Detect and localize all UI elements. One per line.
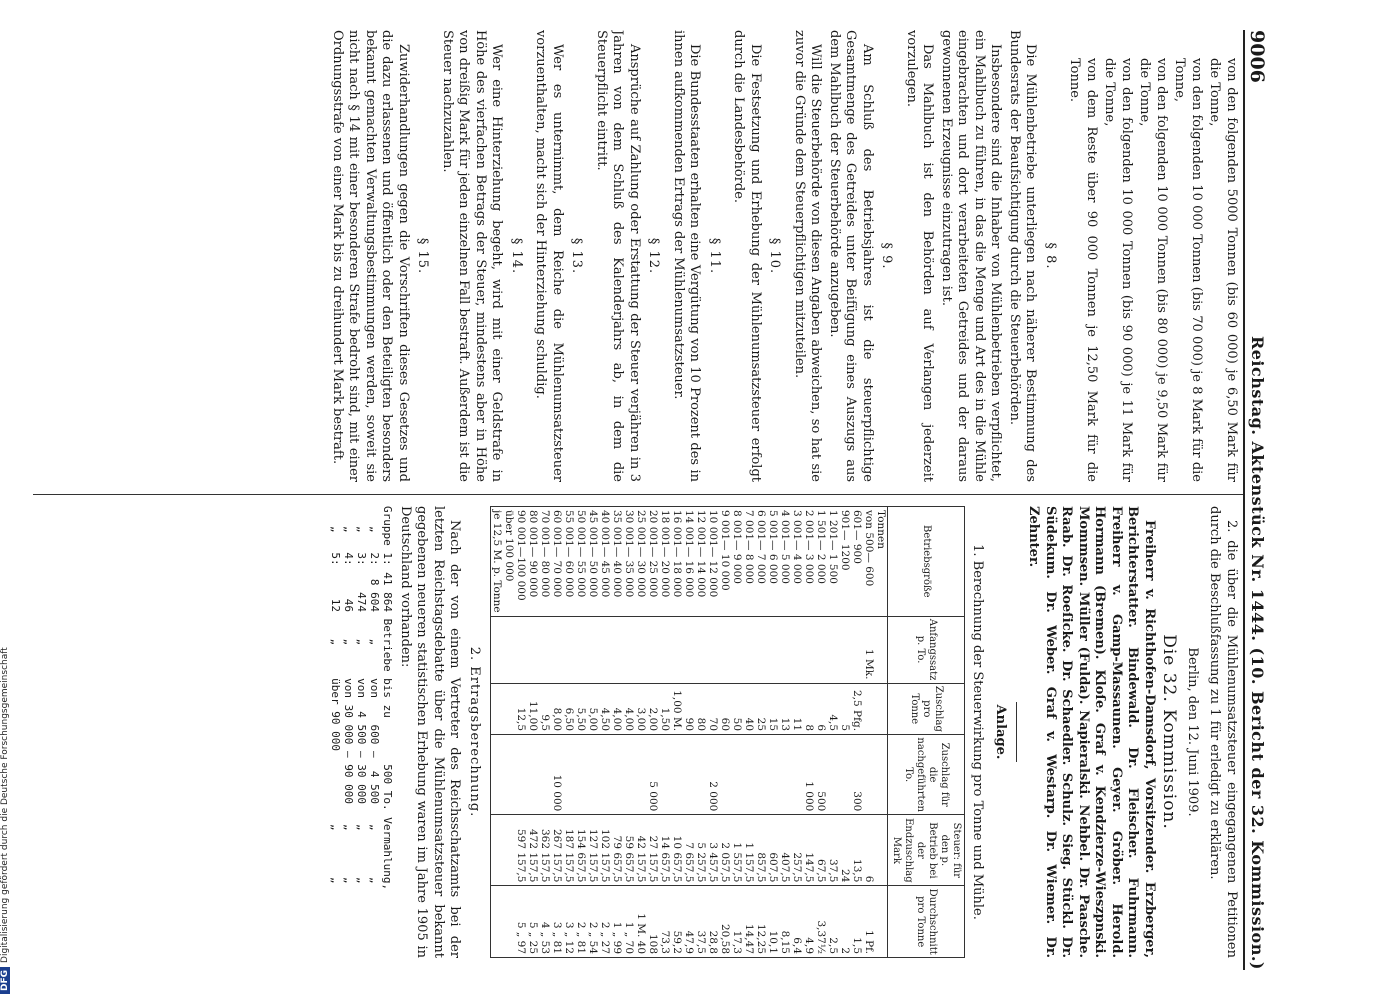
table-row [635, 507, 647, 958]
dfg-logo: DFG [0, 967, 10, 994]
table-cell: 11 [791, 683, 803, 735]
table-cell: 3 „ 12 [563, 886, 575, 958]
rate-line: von dem Reste über 90 000 Tonnen je 12,50 Mark für die Tonne. [1067, 58, 1099, 482]
table-cell: 10,1 [767, 886, 779, 958]
table-cell: 1 201— 1 500 [827, 507, 839, 617]
section2-text: Nach der von einem Vertreter des Reichsschatzamts bei der letzten Reichstagsdebatte über die Mühlenumsatzsteuer bekannt gegebenen neueren statistischen Erhebung waren im Jahre 1905 in Deutschland vorhanden: [398, 506, 463, 958]
table-cell [767, 735, 779, 815]
table-cell [563, 735, 575, 815]
table-cell: 5 „ 25 [527, 886, 539, 958]
table-cell: 8 [803, 683, 815, 735]
table-cell: 10 001— 12 000 [707, 507, 719, 617]
digitization-note [0, 0, 16, 1000]
table-cell [635, 735, 647, 815]
item-2: 2. die über die Mühlenumsatzsteuer eingegangenen Petitionen durch die Beschlußfassung zu 1 für erledigt zu erklären. [1207, 506, 1239, 958]
rotated-sheet [23, 20, 1283, 980]
table-cell: 500 [815, 735, 827, 815]
table-cell: 40 001— 45 000 [599, 507, 611, 617]
table-row [815, 507, 827, 958]
rate-line: von den folgenden 5000 Tonnen (bis 60 000) je 6,50 Mark für die Tonne, [1207, 58, 1239, 482]
column-header: Betriebsgröße [888, 507, 965, 617]
table-cell [719, 735, 731, 815]
table-cell: 24 [839, 815, 851, 886]
table-cell: 80 [695, 683, 707, 735]
table-cell: 14,47 [743, 886, 755, 958]
table-cell: 607,5 [767, 815, 779, 886]
table-cell: 601— 900 [851, 507, 863, 617]
page-number: 9006 [1246, 30, 1269, 83]
table-cell: 20 001— 25 000 [647, 507, 659, 617]
table-cell: 35 001— 40 000 [611, 507, 623, 617]
table-cell: 1 Mk. [863, 616, 875, 683]
table-cell: 257,5 [791, 815, 803, 886]
table-row [527, 507, 539, 958]
section-paragraph: Wer es unternimmt, dem Reiche die Mühlenumsatzsteuer vorzuenthalten, macht sich der Hinterziehung schuldig. [533, 30, 565, 482]
table-cell: 147,5 [803, 815, 815, 886]
gruppe-line: „ 4: 46 „ von 30 000 — 90 000 „ „ [342, 506, 356, 884]
table-cell [755, 735, 767, 815]
section-paragraph: Das Mahlbuch ist den Behörden auf Verlangen jederzeit vorzulegen. [904, 30, 936, 482]
table-cell: 50 001— 55 000 [575, 507, 587, 617]
separator-rule [1016, 702, 1017, 762]
table-cell [779, 735, 791, 815]
section1-title: 1. Berechnung der Steuerwirkung pro Tonne und Mühle. [970, 544, 986, 920]
table-cell: 1 557,5 [731, 815, 743, 886]
gruppe-line: „ 2: 8 604 „ von 600 — 4 500 „ „ [368, 506, 382, 884]
table-cell: 67,5 [815, 815, 827, 886]
table-cell: 50 [731, 683, 743, 735]
table-cell [575, 735, 587, 815]
table-row [563, 507, 575, 958]
running-title: Reichstag. Aktenstück Nr. 1444. (10. Bericht der 32. Kommission.) [1248, 335, 1268, 970]
table-row [599, 507, 611, 958]
commission-members: Freiherr v. Richthofen-Damsdorf, Vorsitzender. Erzberger, Berichterstatter. Bindewald. Dr. Fleischer. Fuhrmann. Freiherr v. Gamp-Massaunen. Geyer. Gröber. Herold. Hormann (Bremen). Kloſe. Graf v. Kendzierze-Wieszpnski. Mommsen. Müller (Fulda). Napieralski. Nehbel. Dr. Paasche. Raab. Dr. Roeſicke. Dr. Schaedler. Schulz. Sieg. Stückl. Dr. Südekum. Dr. Weber. Graf v. Westarp. Dr. Wiemer. Dr. Zehnter. [1026, 506, 1157, 958]
table-row [551, 507, 563, 958]
table-cell: 14 657,5 [659, 815, 671, 886]
table-cell: 3,37⅟₂ [815, 886, 827, 958]
table-cell: 154 657,5 [575, 815, 587, 886]
table-cell: 5 257,5 [695, 815, 707, 886]
table-cell [791, 616, 803, 683]
table-cell [551, 616, 563, 683]
table-cell: 1 M. 40 [635, 886, 647, 958]
table-cell: 20,58 [719, 886, 731, 958]
section-paragraph: Die Mühlenbetriebe unterliegen nach näherer Bestimmung des Bundesrats der Beaufsichtigung durch die Steuerbehörden. [1007, 30, 1039, 482]
table-row [671, 507, 683, 958]
table-cell: 42 157,5 [635, 815, 647, 886]
table-cell [743, 616, 755, 683]
annex-label: Anlage. [993, 704, 1008, 760]
table-row [659, 507, 671, 958]
table-cell: 2,5 [827, 886, 839, 958]
table-cell [503, 683, 515, 735]
table-cell: 79 657,5 [611, 815, 623, 886]
table-cell: 2,00 [647, 683, 659, 735]
table-cell [575, 616, 587, 683]
section-paragraph: Will die Steuerbehörde von diesen Angaben abweichen, so hat sie zuvor die Gründe dem Steuerpflichtigen mitzuteilen. [792, 30, 824, 482]
section2-title: 2. Ertragsberechnung. [467, 646, 482, 818]
section-heading: § 10. [767, 237, 783, 275]
table-row [767, 507, 779, 958]
unit-cell [875, 735, 888, 815]
place-date: Berlin, den 12. Juni 1909. [1185, 647, 1200, 817]
unit-cell [875, 616, 888, 683]
table-cell [683, 735, 695, 815]
table-row [503, 507, 515, 958]
table-cell: 45 001— 50 000 [587, 507, 599, 617]
table-row [515, 507, 527, 958]
table-cell: 4,9 [803, 886, 815, 958]
digitization-text: Digitalisierung gefördert durch die Deutsche Forschungsgemeinschaft [0, 647, 10, 963]
table-cell: 6,4 [791, 886, 803, 958]
gruppen-list [330, 506, 395, 958]
table-cell: 13 [779, 683, 791, 735]
table-cell: 362 157,5 [539, 815, 551, 886]
table-cell: 3,00 [635, 683, 647, 735]
table-cell: 127 157,5 [587, 815, 599, 886]
table-cell: 4,5 [827, 683, 839, 735]
table-cell: 4,00 [611, 683, 623, 735]
table-cell [623, 616, 635, 683]
table-cell [491, 683, 504, 735]
table-cell [491, 815, 504, 886]
table-cell: 15 [767, 683, 779, 735]
column-header: Zuschlag pro Tonne [888, 683, 965, 735]
table-cell [863, 735, 875, 815]
table-cell: 4,50 [599, 683, 611, 735]
table-cell: 1 „ 99 [611, 886, 623, 958]
column-header: Zuschlag für die nachgeführten To. [888, 735, 965, 815]
table-cell [539, 735, 551, 815]
table-cell: 37,5 [827, 815, 839, 886]
table-cell [611, 735, 623, 815]
table-cell: 901— 1200 [839, 507, 851, 617]
table-row [791, 507, 803, 958]
column-header: Anfangssatz p. To. [888, 616, 965, 683]
table-cell [671, 616, 683, 683]
table-cell: 12,25 [755, 886, 767, 958]
table-cell: 597 157,5 [515, 815, 527, 886]
table-row [707, 507, 719, 958]
table-cell [623, 735, 635, 815]
table-cell: 90 001—100 000 [515, 507, 527, 617]
table-cell: 40 [743, 683, 755, 735]
table-cell: 5 000 [647, 735, 659, 815]
table-cell: je 12,5 M. p. Tonne [491, 507, 504, 617]
table-cell: 5 001— 6 000 [767, 507, 779, 617]
table-row [851, 507, 863, 958]
table-row [623, 507, 635, 958]
column-header: Durchschnitt pro Tonne [888, 886, 965, 958]
table-cell: 28,8 [707, 886, 719, 958]
table-cell [659, 616, 671, 683]
table-cell [695, 735, 707, 815]
unit-cell [875, 886, 888, 958]
table-cell [503, 735, 515, 815]
table-row [575, 507, 587, 958]
table-cell: 5,00 [587, 683, 599, 735]
table-cell: 8,00 [551, 683, 563, 735]
table-cell: 55 001— 60 000 [563, 507, 575, 617]
table-cell [827, 735, 839, 815]
table-cell: 80 001— 90 000 [527, 507, 539, 617]
table-cell: 5 „ 97 [515, 886, 527, 958]
table-cell: 7 001— 8 000 [743, 507, 755, 617]
table-cell: 102 157,5 [599, 815, 611, 886]
table-cell [563, 616, 575, 683]
table-cell: 4 001— 5 000 [779, 507, 791, 617]
table-cell [815, 616, 827, 683]
table-cell: 2 [839, 886, 851, 958]
section-heading: § 14. [509, 237, 524, 275]
tax-table-header [888, 507, 965, 958]
unit-cell [875, 683, 888, 735]
table-cell: 1 501— 2 000 [815, 507, 827, 617]
table-cell [647, 616, 659, 683]
table-cell [743, 735, 755, 815]
table-row [539, 507, 551, 958]
table-cell: 73,3 [659, 886, 671, 958]
table-cell: 17,3 [731, 886, 743, 958]
table-cell: 108 [647, 886, 659, 958]
table-cell: 1 „ 70 [623, 886, 635, 958]
table-cell [539, 616, 551, 683]
table-cell: 10 000 [551, 735, 563, 815]
section-paragraph: Zuwiderhandlungen gegen die Vorschriften dieses Gesetzes und die dazu erlassenen und öffentlich oder den Beteiligten besonders bekannt gemachten Verwaltungsbestimmungen werden, soweit sie nicht nach § 14 mit einer besonderen Strafe bedroht sind, mit einer Ordnungsstrafe von einer Mark bis zu dreihundert Mark bestraft. [330, 30, 411, 482]
table-row [611, 507, 623, 958]
table-cell: 5,50 [575, 683, 587, 735]
table-cell [527, 616, 539, 683]
table-row [755, 507, 767, 958]
table-row [695, 507, 707, 958]
table-cell [527, 735, 539, 815]
table-cell [851, 616, 863, 683]
gruppe-line: Gruppe 1: 41 864 Betriebe bis zu 500 To. Vermahlung, [381, 506, 395, 891]
section-paragraph: Am Schluß des Betriebsjahres ist die steuerpflichtige Gesamtmenge des Getreides unter Beifügung eines Auszugs aus dem Mahlbuch der Steuerbehörde anzugeben. [827, 30, 875, 482]
table-cell: 3 „ 81 [551, 886, 563, 958]
table-row [719, 507, 731, 958]
table-cell [599, 616, 611, 683]
table-cell: 1 157,5 [743, 815, 755, 886]
table-cell: 7 657,5 [683, 815, 695, 886]
section-heading: § 11. [707, 237, 722, 275]
table-cell [683, 616, 695, 683]
section-paragraph: Wer eine Hinterziehung begeht, wird mit einer Geldstrafe in Höhe des vierfachen Betrags der Steuer, mindestens aber in Höhe von dreißig Mark für jeden einzelnen Fall bestraft. Außerdem ist die Steuer nachzuzahlen. [440, 30, 505, 482]
table-cell [611, 616, 623, 683]
section-paragraph: Die Bundesstaaten erhalten eine Vergütung von 10 Prozent des in ihnen aufkommenden Ertrags der Mühlenumsatzsteuer. [671, 30, 703, 482]
table-cell: 10 657,5 [671, 815, 683, 886]
table-cell [707, 616, 719, 683]
table-row [683, 507, 695, 958]
table-cell [827, 616, 839, 683]
table-cell: 9 001— 10 000 [719, 507, 731, 617]
section-heading: § 15. [415, 237, 431, 275]
section-heading: § 13. [569, 237, 585, 275]
table-cell: 6,50 [563, 683, 575, 735]
running-header [1243, 30, 1283, 970]
table-cell [491, 616, 504, 683]
table-cell: 70 [707, 683, 719, 735]
table-cell: 12,5 [515, 683, 527, 735]
table-cell [791, 735, 803, 815]
table-cell: 14 001— 16 000 [683, 507, 695, 617]
table-row [779, 507, 791, 958]
table-cell: 13,5 [851, 815, 863, 886]
table-cell: 30 001— 35 000 [623, 507, 635, 617]
section-heading: § 8. [1043, 242, 1058, 270]
table-cell: 472 157,5 [527, 815, 539, 886]
table-cell: 2 001— 3 000 [803, 507, 815, 617]
table-cell [779, 616, 791, 683]
table-cell: 1 Pf. [863, 886, 875, 958]
tax-table [490, 506, 965, 958]
table-cell [719, 616, 731, 683]
rate-line: von den folgenden 10 000 Tonnen (bis 80 000) je 9,50 Mark für die Tonne, [1137, 58, 1169, 482]
table-cell [767, 616, 779, 683]
table-cell [515, 735, 527, 815]
table-cell [503, 815, 515, 886]
table-cell [599, 735, 611, 815]
table-cell: 407,5 [779, 815, 791, 886]
table-cell: 1,5 [851, 886, 863, 958]
table-cell [587, 735, 599, 815]
table-cell: 2 057,5 [719, 815, 731, 886]
table-cell: über 100 000 [503, 507, 515, 617]
table-cell: 300 [851, 735, 863, 815]
table-cell [491, 886, 504, 958]
rate-lines [1066, 30, 1239, 482]
table-cell: 16 001— 18 000 [671, 507, 683, 617]
table-cell: 3 457,5 [707, 815, 719, 886]
table-cell: 70 001— 80 000 [539, 507, 551, 617]
table-cell [491, 735, 504, 815]
table-cell: 11,00 [527, 683, 539, 735]
unit-row [875, 507, 888, 958]
column-header: Steuer: für den p. Betrieb bei der Endzuschlag Mark [888, 815, 965, 886]
table-cell: 12 001— 14 000 [695, 507, 707, 617]
table-cell: 25 001— 30 000 [635, 507, 647, 617]
table-cell [731, 735, 743, 815]
table-cell: 2 „ 54 [587, 886, 599, 958]
table-cell [587, 616, 599, 683]
table-cell: 27 157,5 [647, 815, 659, 886]
gruppe-line: „ 5: 12 „ über 90 000 „ „ [329, 506, 343, 884]
commission-title: Die 32. Kommission. [1159, 634, 1180, 830]
table-cell: 90 [683, 683, 695, 735]
table-row [731, 507, 743, 958]
table-row [647, 507, 659, 958]
section-paragraph: Insbesondere sind die Inhaber von Mühlenbetrieben verpflichtet, ein Mahlbuch zu führen, in das die Menge und Art des in die Mühle eingebrachten und dort verarbeiteten Getreides und der daraus gewonnenen Erzeugnisse einzutragen ist. [939, 30, 1004, 482]
table-cell [803, 616, 815, 683]
table-cell: 1,50 [659, 683, 671, 735]
column-divider [33, 494, 1243, 495]
tax-table-body [491, 507, 888, 958]
right-column [33, 506, 1239, 958]
table-row [743, 507, 755, 958]
section-heading: § 9. [879, 242, 895, 270]
section-paragraph: Die Festsetzung und Erhebung der Mühlenumsatzsteuer erfolgt durch die Landesbehörde. [731, 30, 763, 482]
table-cell: 2 000 [707, 735, 719, 815]
table-cell [839, 735, 851, 815]
gruppe-line: „ 3: 474 „ von 4 500 — 30 000 „ „ [355, 506, 369, 884]
unit-cell [875, 815, 888, 886]
left-column [33, 30, 1239, 482]
table-cell [635, 616, 647, 683]
table-cell [839, 616, 851, 683]
table-cell: 47,9 [683, 886, 695, 958]
table-cell: 60 [719, 683, 731, 735]
table-cell [731, 616, 743, 683]
table-cell: 267 157,5 [551, 815, 563, 886]
rate-line: von den folgenden 10 000 Tonnen (bis 90 000) je 11 Mark für die Tonne, [1102, 58, 1134, 482]
section-heading: § 12. [646, 237, 662, 275]
table-cell: 1 000 [803, 735, 815, 815]
table-cell: 60 001— 70 000 [551, 507, 563, 617]
table-cell: 4,00 [623, 683, 635, 735]
rate-line: von den folgenden 10 000 Tonnen (bis 70 000) je 8 Mark für die Tonne, [1172, 58, 1204, 482]
table-cell: 5 [839, 683, 851, 735]
table-cell [671, 735, 683, 815]
table-cell: 2 „ 81 [575, 886, 587, 958]
table-row [587, 507, 599, 958]
table-cell: 59 657,5 [623, 815, 635, 886]
table-cell [503, 616, 515, 683]
table-cell: 59,2 [671, 886, 683, 958]
law-sections [329, 30, 1059, 482]
table-cell: 3 001— 4 000 [791, 507, 803, 617]
table-row [803, 507, 815, 958]
table-cell: 9,5 [539, 683, 551, 735]
table-cell: 4 „ 53 [539, 886, 551, 958]
table-cell [695, 616, 707, 683]
table-cell: 8,15 [779, 886, 791, 958]
table-row [863, 507, 875, 958]
table-cell: 857,5 [755, 815, 767, 886]
table-cell: 6 001— 7 000 [755, 507, 767, 617]
table-row [827, 507, 839, 958]
table-cell: 8 001— 9 000 [731, 507, 743, 617]
section-paragraph: Ansprüche auf Zahlung oder Erstattung der Steuer verjähren in 3 Jahren von dem Schluß des Kalenderjahrs ab, in dem die Steuerpflicht eintritt. [594, 30, 642, 482]
table-cell [503, 886, 515, 958]
table-cell: 2,5 Pfg. [851, 683, 863, 735]
table-cell: 1,00 M. [671, 683, 683, 735]
table-cell [659, 735, 671, 815]
table-cell: 37,5 [695, 886, 707, 958]
table-cell: 6 [863, 815, 875, 886]
table-cell [515, 616, 527, 683]
table-cell [863, 683, 875, 735]
unit-cell: Tonnen [875, 507, 888, 617]
table-cell: 2 „ 27 [599, 886, 611, 958]
table-cell: von 500— 600 [863, 507, 875, 617]
table-cell: 6 [815, 683, 827, 735]
table-cell: 25 [755, 683, 767, 735]
table-cell [755, 616, 767, 683]
table-row [491, 507, 504, 958]
table-row [839, 507, 851, 958]
table-cell: 187 157,5 [563, 815, 575, 886]
table-cell: 18 001— 20 000 [659, 507, 671, 617]
